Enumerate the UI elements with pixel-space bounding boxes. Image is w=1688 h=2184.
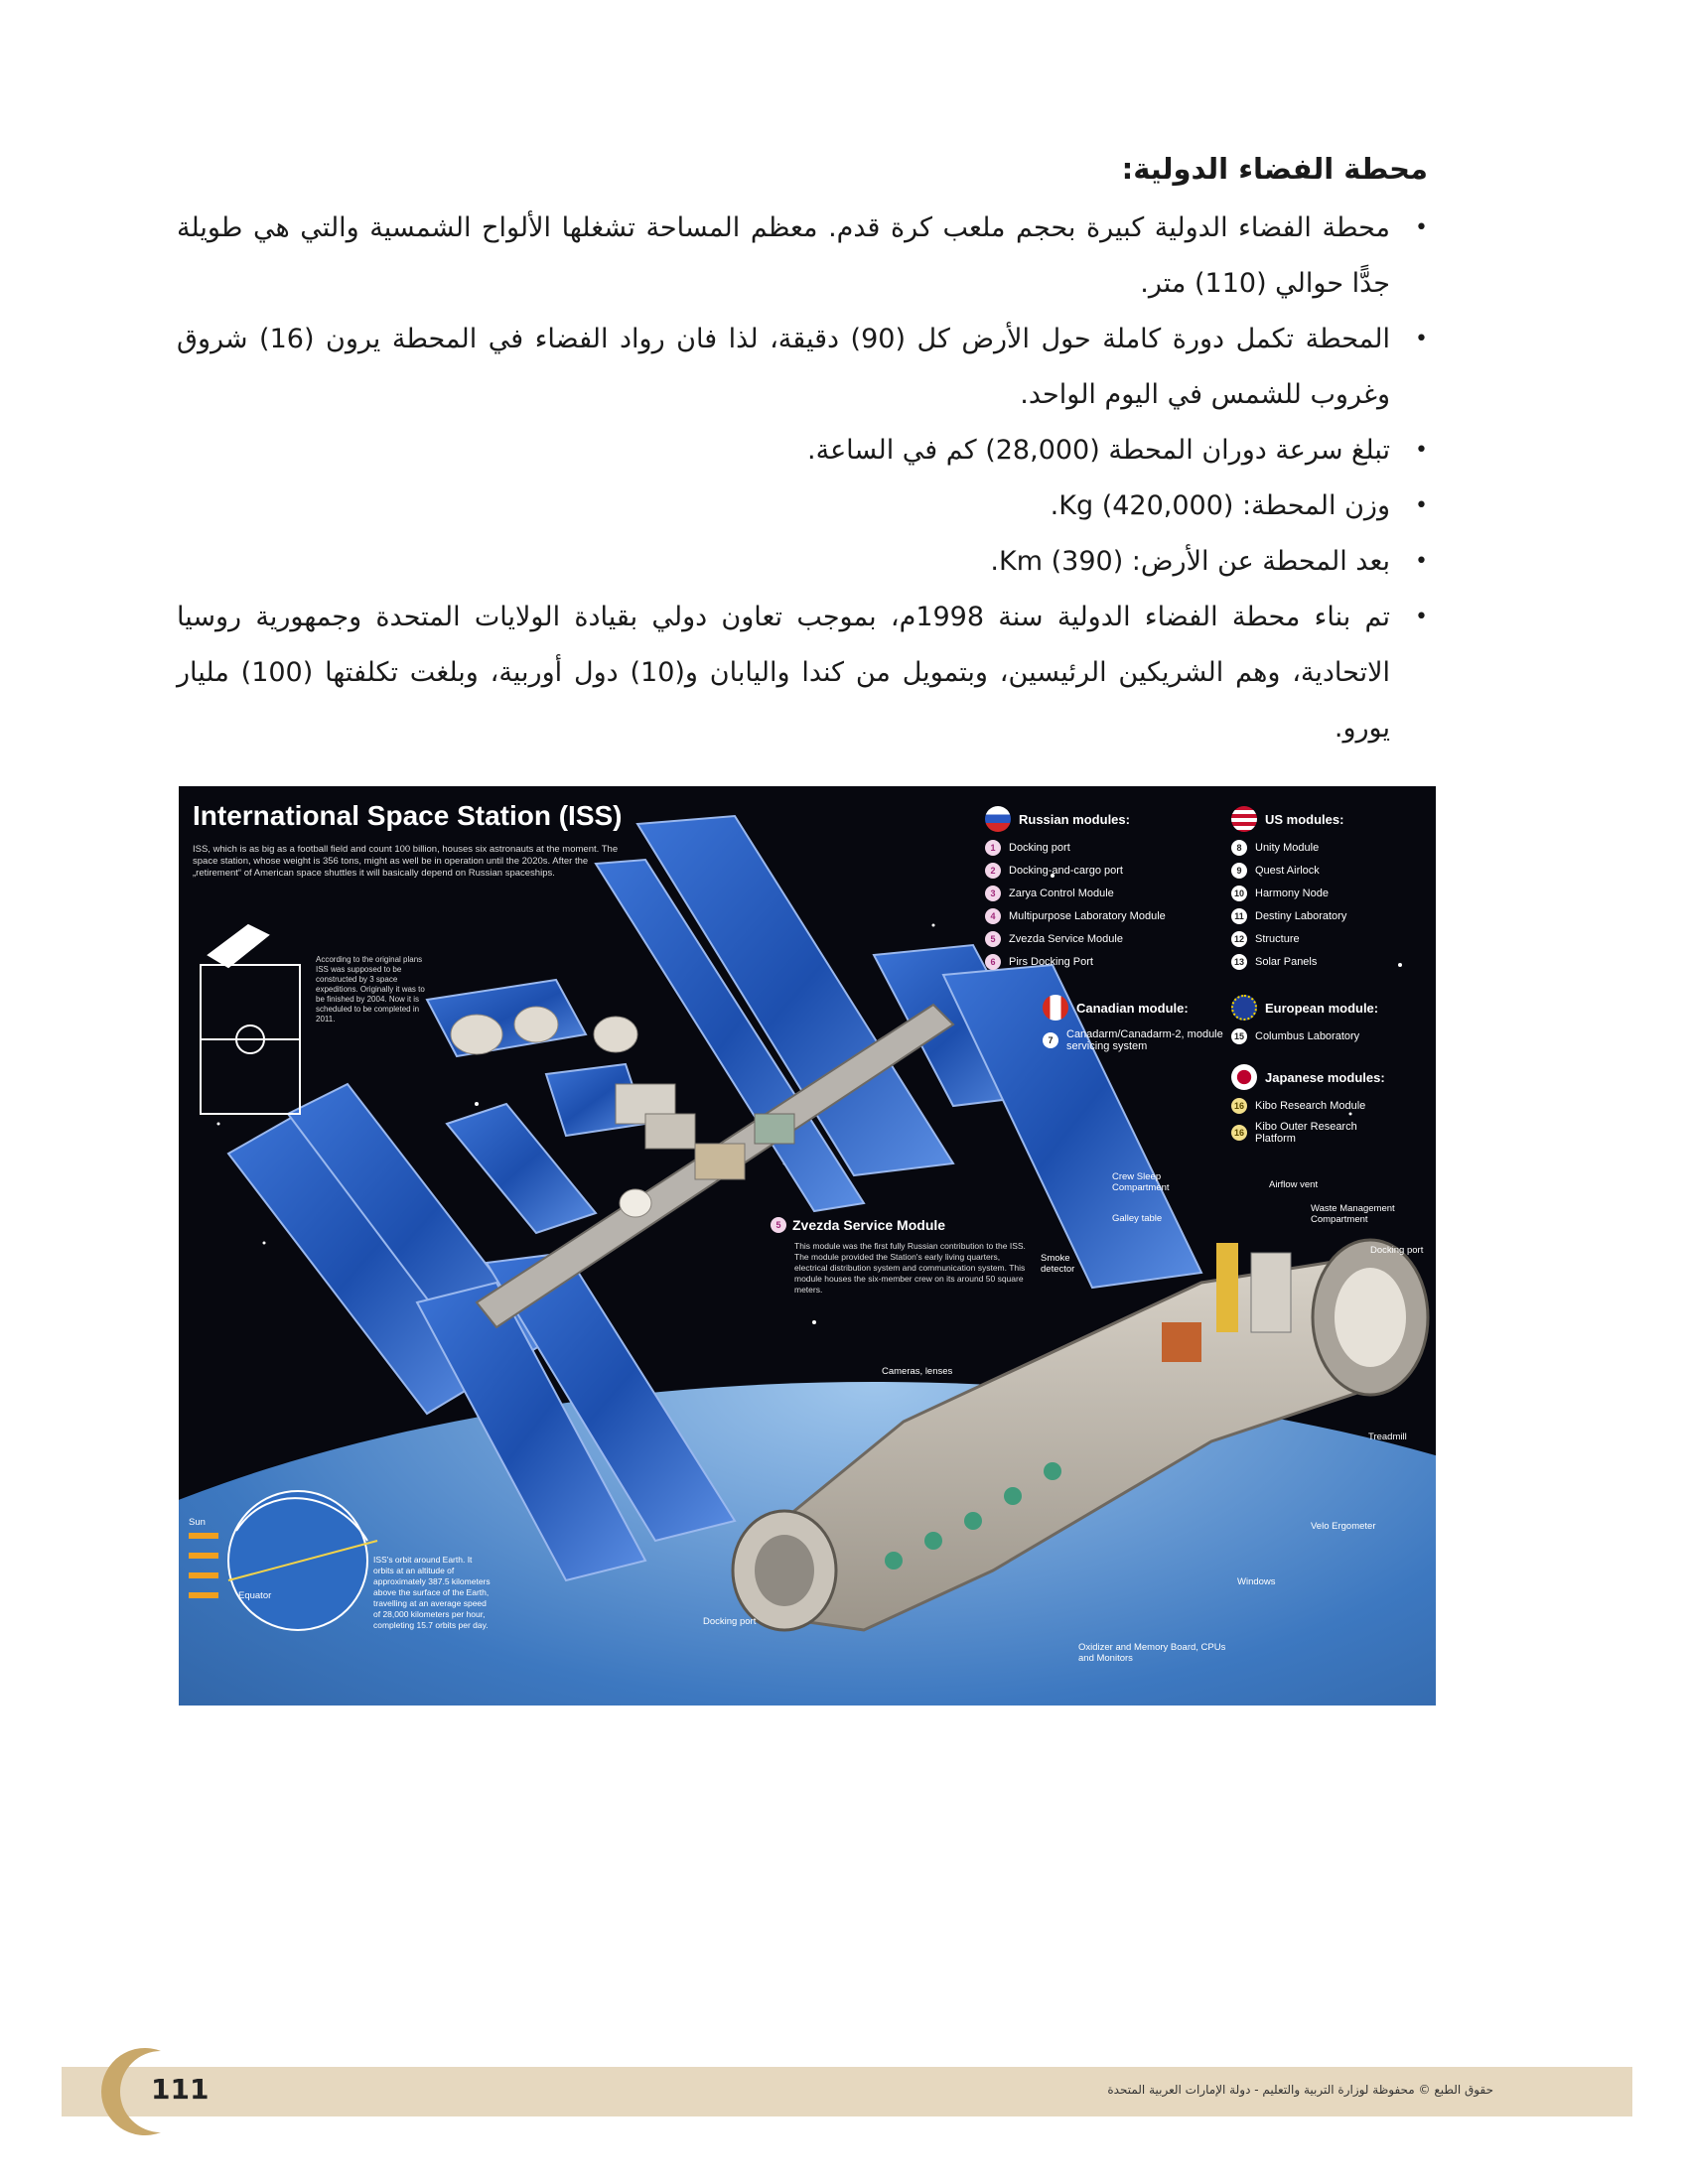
legend-number: 11 bbox=[1231, 908, 1247, 924]
legend-number: 7 bbox=[1043, 1032, 1058, 1048]
callout-docking-port-left: Docking port bbox=[703, 1616, 757, 1627]
legend-number: 10 bbox=[1231, 886, 1247, 901]
eu-flag-icon bbox=[1231, 995, 1257, 1021]
callout-airflow: Airflow vent bbox=[1269, 1179, 1319, 1190]
legend-number: 9 bbox=[1231, 863, 1247, 879]
legend-label: Zvezda Service Module bbox=[1009, 933, 1123, 945]
legend-label: Multipurpose Laboratory Module bbox=[1009, 910, 1166, 922]
legend-number: 4 bbox=[985, 908, 1001, 924]
callout-smoke: Smoke detector bbox=[1041, 1253, 1075, 1275]
legend-label: Canadarm/Canadarm-2, module servicing system bbox=[1066, 1028, 1223, 1052]
legend-number: 12 bbox=[1231, 931, 1247, 947]
zvezda-title bbox=[771, 1217, 945, 1233]
legend-number: 13 bbox=[1231, 954, 1247, 970]
legend-header: European module: bbox=[1265, 1000, 1379, 1016]
callout-docking-port-right: Docking port bbox=[1370, 1245, 1424, 1256]
legend-label: Kibo Research Module bbox=[1255, 1100, 1366, 1112]
iss-infographic bbox=[179, 786, 1436, 1706]
fact-item: • وزن المحطة: (420,000) Kg. bbox=[177, 478, 1390, 534]
legend-number: 15 bbox=[1231, 1028, 1247, 1044]
canada-flag-icon bbox=[1043, 995, 1068, 1021]
legend-number: 3 bbox=[985, 886, 1001, 901]
callout-ergometer: Velo Ergometer bbox=[1311, 1521, 1376, 1532]
legend-header: Japanese modules: bbox=[1265, 1069, 1385, 1085]
fact-item: • تم بناء محطة الفضاء الدولية سنة 1998م، بموجب تعاون دولي بقيادة الولايات المتحدة وجمهورية روسيا الاتحادية، وهم الشريكين الرئيسين، وبتمويل من كندا واليابان و(10) دول أوربية، وبلغت تكلفتها (100) مليار يورو. bbox=[177, 590, 1390, 756]
zvezda-description: This module was the first fully Russian contribution to the ISS. The module provided the Station's early living quarters, electrical distribution system and communication system. This module houses the six-member crew on its around 50 square meters. bbox=[794, 1241, 1026, 1295]
legend-label: Docking-and-cargo port bbox=[1009, 865, 1123, 877]
legend-label: Zarya Control Module bbox=[1009, 887, 1114, 899]
callout-galley: Galley table bbox=[1112, 1213, 1163, 1224]
section-heading: محطة الفضاء الدولية: bbox=[1121, 152, 1428, 186]
legend-header: Canadian module: bbox=[1076, 1000, 1189, 1016]
legend-label: Unity Module bbox=[1255, 842, 1320, 854]
legend-european bbox=[1231, 995, 1378, 1051]
orbit-note: ISS's orbit around Earth. It orbits at an altitude of approximately 387.5 kilometers above the surface of the Earth, travelling at an average speed of 28,000 kilometers per hour, completing 15.7 orbits per day. bbox=[373, 1555, 491, 1630]
legend-us bbox=[1231, 806, 1346, 977]
zvezda-title-text: Zvezda Service Module bbox=[792, 1217, 946, 1233]
iss-outline-icon bbox=[201, 925, 300, 1114]
legend-label: Columbus Laboratory bbox=[1255, 1030, 1360, 1042]
legend-label: Kibo Outer Research Platform bbox=[1255, 1121, 1357, 1145]
callout-windows: Windows bbox=[1237, 1576, 1276, 1587]
japan-flag-icon bbox=[1231, 1064, 1257, 1090]
equator-label: Equator bbox=[238, 1590, 272, 1601]
fact-item: • بعد المحطة عن الأرض: (390) Km. bbox=[177, 534, 1390, 590]
legend-japanese bbox=[1231, 1064, 1390, 1152]
legend-number: 2 bbox=[985, 863, 1001, 879]
legend-russian bbox=[985, 806, 1166, 977]
callout-treadmill: Treadmill bbox=[1368, 1432, 1407, 1442]
fact-item: • المحطة تكمل دورة كاملة حول الأرض كل (90) دقيقة، لذا فان رواد الفضاء في المحطة يرون (16) شروق وغروب للشمس في اليوم الواحد. bbox=[177, 312, 1390, 423]
callout-cameras: Cameras, lenses bbox=[882, 1366, 953, 1377]
footer-copyright: حقوق الطبع © محفوظة لوزارة التربية والتعليم - دولة الإمارات العربية المتحدة bbox=[1107, 2083, 1493, 2097]
us-flag-icon bbox=[1231, 806, 1257, 832]
text-section bbox=[177, 147, 1428, 756]
fact-item: • محطة الفضاء الدولية كبيرة بحجم ملعب كرة قدم. معظم المساحة تشغلها الألواح الشمسية والتي هي طويلة جدًّا حوالي (110) متر. bbox=[177, 201, 1390, 312]
legend-canadian bbox=[1043, 995, 1231, 1059]
callout-oxidizer: Oxidizer and Memory Board, CPUs and Monitors bbox=[1078, 1642, 1226, 1664]
page-number: 111 bbox=[151, 2073, 210, 2106]
figure-title: International Space Station (ISS) bbox=[193, 800, 623, 831]
legend-number: 1 bbox=[985, 840, 1001, 856]
legend-label: Destiny Laboratory bbox=[1255, 910, 1347, 922]
legend-number: 16 bbox=[1231, 1125, 1247, 1141]
fact-list bbox=[177, 201, 1428, 756]
russia-flag-icon bbox=[985, 806, 1011, 832]
legend-header: US modules: bbox=[1265, 811, 1344, 827]
legend-number: 8 bbox=[1231, 840, 1247, 856]
sun-label: Sun bbox=[189, 1517, 206, 1528]
legend-header: Russian modules: bbox=[1019, 811, 1130, 827]
fact-item: • تبلغ سرعة دوران المحطة (28,000) كم في الساعة. bbox=[177, 423, 1390, 478]
legend-number: 16 bbox=[1231, 1098, 1247, 1114]
callout-crew: Crew Sleep Compartment bbox=[1112, 1171, 1170, 1193]
figure-intro: ISS, which is as big as a football field and count 100 billion, houses six astronauts at the moment. The space station, whose weight is 356 tons, might as well be in operation until the 2020s. After the „retirement“ of American space shuttles it will basically depend on Russian spaceships. bbox=[193, 844, 619, 879]
legend-label: Quest Airlock bbox=[1255, 865, 1320, 877]
legend-label: Harmony Node bbox=[1255, 887, 1329, 899]
legend-label: Docking port bbox=[1009, 842, 1070, 854]
legend-number: 5 bbox=[985, 931, 1001, 947]
legend-label: Structure bbox=[1255, 933, 1300, 945]
callout-waste: Waste Management Compartment bbox=[1311, 1203, 1395, 1225]
legend-label: Solar Panels bbox=[1255, 956, 1318, 968]
legend-number: 6 bbox=[985, 954, 1001, 970]
plan-note: According to the original plans ISS was supposed to be constructed by 3 space expeditions. Originally it was to be finished by 2004. Now it is scheduled to be completed in 2011. bbox=[316, 955, 425, 1024]
zvezda-number: 5 bbox=[771, 1217, 786, 1233]
legend-label: Pirs Docking Port bbox=[1009, 956, 1093, 968]
